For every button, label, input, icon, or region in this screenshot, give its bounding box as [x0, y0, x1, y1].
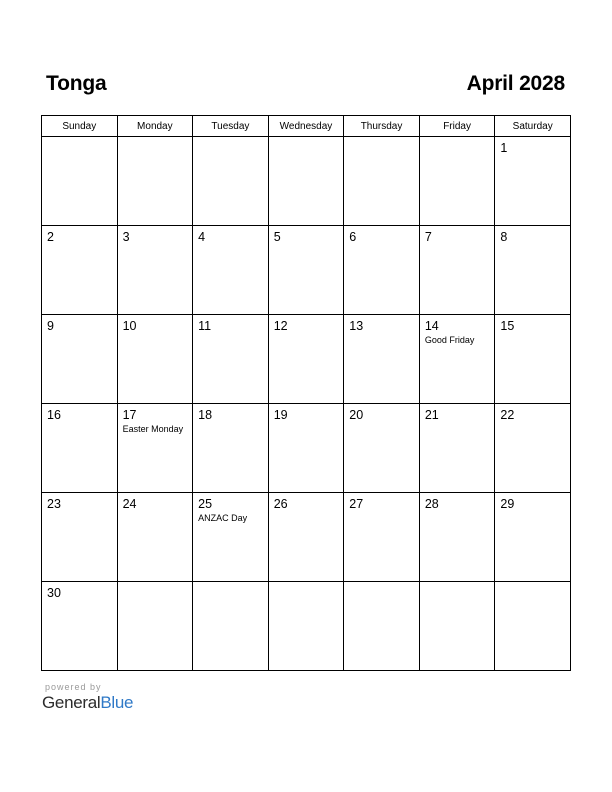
- week-row: [42, 315, 571, 404]
- day-cell: [268, 404, 344, 493]
- day-number: 5: [273, 230, 281, 244]
- country-title: Tonga: [46, 72, 107, 95]
- day-cell: [42, 582, 118, 671]
- weekday-saturday: Saturday: [495, 116, 571, 137]
- day-cell: [42, 404, 118, 493]
- day-cell: [117, 315, 193, 404]
- day-number: 17: [122, 408, 137, 422]
- day-number: 22: [500, 408, 515, 422]
- month-title: April 2028: [466, 72, 565, 95]
- day-number: 3: [122, 230, 130, 244]
- day-cell: [268, 137, 344, 226]
- day-cell: [268, 226, 344, 315]
- day-number: 9: [47, 319, 54, 333]
- day-cell: [344, 315, 420, 404]
- day-number: 27: [349, 497, 364, 511]
- holiday-label: Easter Monday: [122, 424, 184, 434]
- day-cell: [268, 493, 344, 582]
- day-number: 4: [198, 230, 206, 244]
- day-cell: [117, 404, 193, 493]
- day-cell: [344, 226, 420, 315]
- week-row: [42, 226, 571, 315]
- weekday-thursday: Thursday: [344, 116, 420, 137]
- day-number: 11: [198, 319, 212, 333]
- day-number: 10: [122, 319, 137, 333]
- day-number: 8: [500, 230, 508, 244]
- day-cell: [268, 315, 344, 404]
- day-cell: [117, 137, 193, 226]
- day-cell: [193, 315, 269, 404]
- day-cell: [193, 404, 269, 493]
- day-cell: [268, 582, 344, 671]
- day-cell: [495, 404, 571, 493]
- day-cell: [193, 493, 269, 582]
- day-number: 30: [47, 586, 61, 600]
- day-number: 21: [424, 408, 439, 422]
- day-cell: [495, 137, 571, 226]
- day-number: 7: [424, 230, 432, 244]
- day-cell: [193, 226, 269, 315]
- day-cell: [419, 404, 495, 493]
- day-number: 28: [424, 497, 439, 511]
- day-number: 26: [273, 497, 288, 511]
- day-number: 20: [349, 408, 364, 422]
- day-cell: [42, 493, 118, 582]
- day-number: 12: [273, 319, 288, 333]
- day-number: 23: [47, 497, 61, 511]
- holiday-label: ANZAC Day: [198, 513, 248, 523]
- day-number: 25: [198, 497, 213, 511]
- calendar-grid: [41, 115, 571, 671]
- week-row: [42, 137, 571, 226]
- day-cell: [495, 226, 571, 315]
- day-number: 13: [349, 319, 364, 333]
- weekday-wednesday: Wednesday: [268, 116, 344, 137]
- day-cell: [495, 582, 571, 671]
- day-cell: [344, 582, 420, 671]
- day-number: 29: [500, 497, 515, 511]
- day-cell: [495, 315, 571, 404]
- day-cell: [419, 582, 495, 671]
- day-number: 24: [122, 497, 137, 511]
- day-cell: [419, 137, 495, 226]
- brand-logo: [42, 693, 133, 713]
- weekday-friday: Friday: [419, 116, 495, 137]
- weekday-sunday: Sunday: [42, 116, 118, 137]
- day-number: 18: [198, 408, 213, 422]
- day-cell: [344, 137, 420, 226]
- day-cell: [42, 315, 118, 404]
- day-cell: [117, 582, 193, 671]
- day-cell: [193, 137, 269, 226]
- weekday-tuesday: Tuesday: [193, 116, 269, 137]
- day-number: 14: [424, 319, 439, 333]
- day-cell: [42, 226, 118, 315]
- day-cell: [419, 493, 495, 582]
- day-number: 15: [500, 319, 515, 333]
- weekday-header-row: [42, 116, 571, 137]
- day-cell: [117, 493, 193, 582]
- day-number: 16: [47, 408, 61, 422]
- holiday-label: Good Friday: [424, 335, 475, 345]
- day-cell: [344, 493, 420, 582]
- day-number: 19: [273, 408, 288, 422]
- week-row: [42, 404, 571, 493]
- day-number: 1: [500, 141, 508, 155]
- weekday-monday: Monday: [117, 116, 193, 137]
- day-number: 2: [47, 230, 54, 244]
- day-cell: [495, 493, 571, 582]
- day-cell: [193, 582, 269, 671]
- day-cell: [344, 404, 420, 493]
- day-cell: [419, 315, 495, 404]
- day-number: 6: [349, 230, 357, 244]
- day-cell: [42, 137, 118, 226]
- day-cell: [419, 226, 495, 315]
- powered-by-label: powered by: [45, 682, 102, 692]
- week-row: [42, 493, 571, 582]
- day-cell: [117, 226, 193, 315]
- brand-blue: Blue: [100, 693, 134, 712]
- week-row: [42, 582, 571, 671]
- brand-general: General: [42, 693, 101, 712]
